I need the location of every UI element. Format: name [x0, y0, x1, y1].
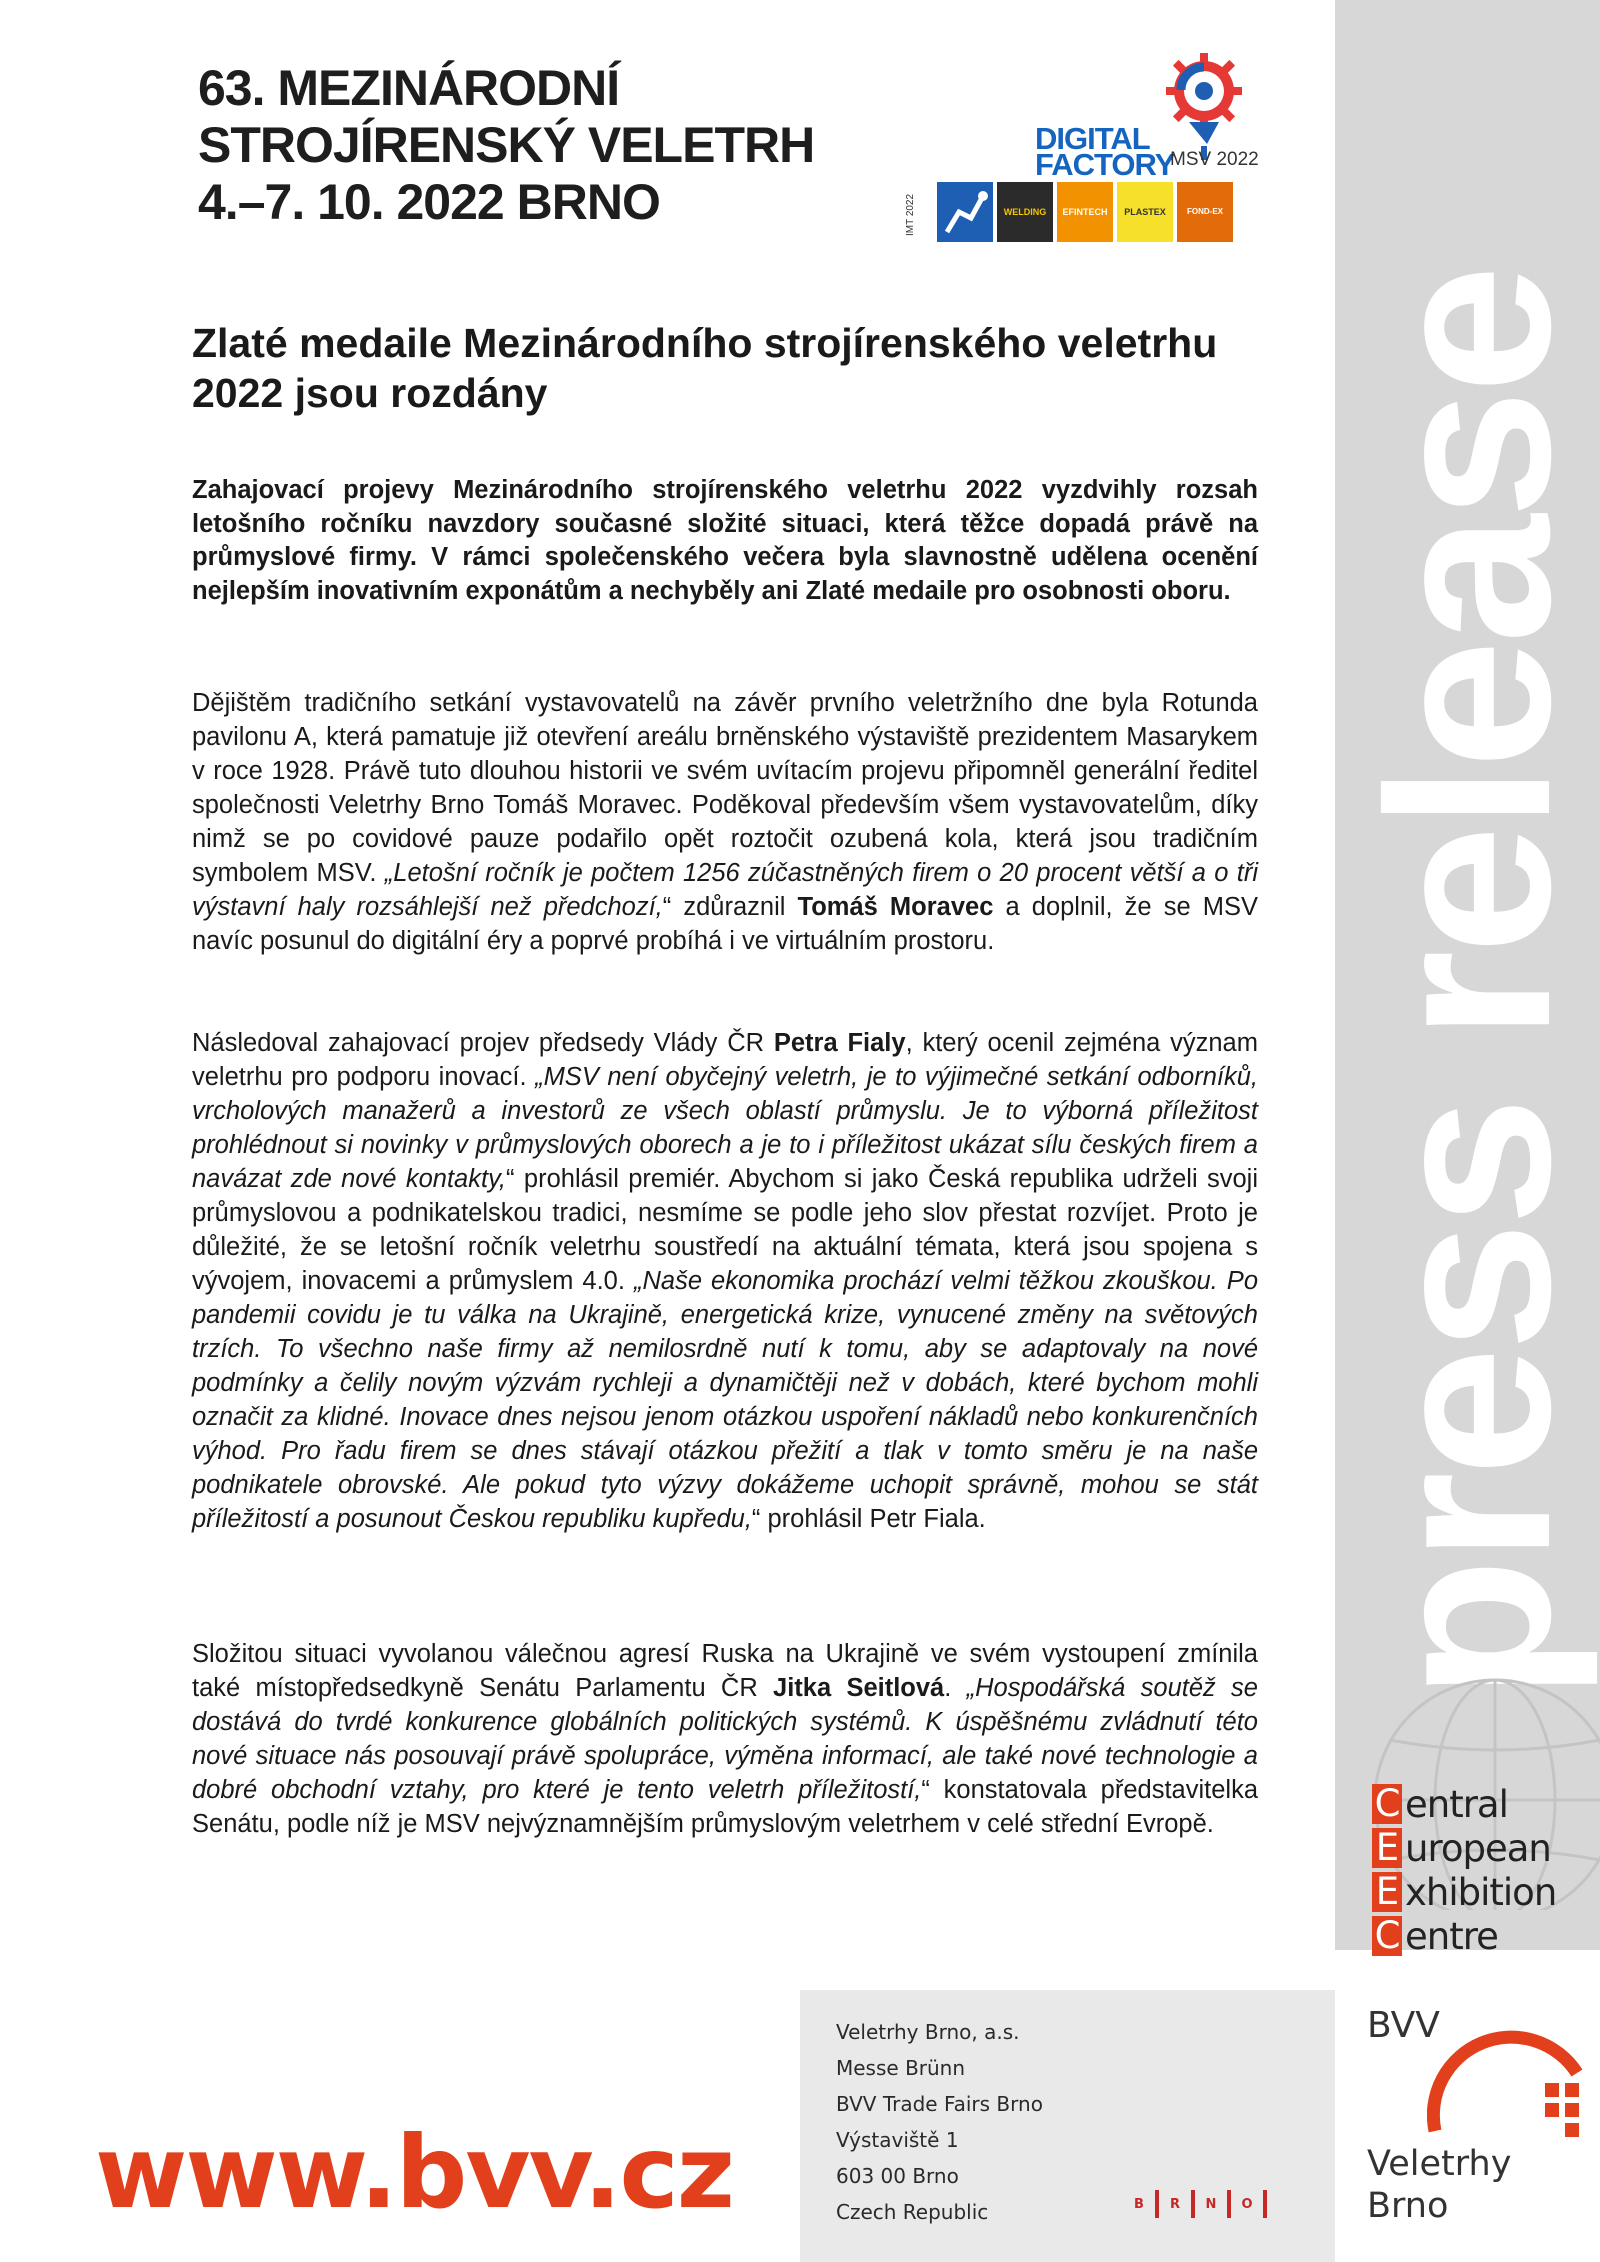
bvv-subtitle-line: Brno: [1367, 2186, 1449, 2226]
person-name: Petra Fialy: [773, 1029, 906, 1057]
article-headline: Zlaté medaile Mezinárodního strojírenského veletrhu 2022 jsou rozdány: [192, 320, 1218, 416]
address-line: Czech Republic: [836, 2200, 989, 2224]
person-name: Tomáš Moravec: [797, 893, 994, 921]
ceec-word: entre: [1405, 1914, 1498, 1958]
quote: „Naše ekonomika prochází velmi těžkou zkouškou. Po pandemii covidu je tu válka na Ukrajině, energetická krize, vynucené změny na světových trzích. To všechno naše firmy až nemilosrdně nutí k tomu, aby se adaptovaly na nové podmínky a čelily novým výzvám rychleji a dynamičtěji než v dobách, které bychom mohli označit za klidné. Inovace dnes nejsou jenom otázkou uspoření nákladů nebo konkurenčních výhod. Pro řadu firem se dnes stávají otázkou přežití a tlak v tomto směru je na naše podnikatele obrovské. Ale pokud tyto výzvy dokážeme uchopit správně, mohou se stát příležitostí a posunout Českou republiku kupředu,: [192, 1267, 1258, 1533]
bvv-name: BVV: [1367, 2005, 1440, 2046]
ceec-letter: E: [1372, 1828, 1402, 1868]
text-run: Následoval zahajovací projev předsedy Vlády ČR: [192, 1029, 774, 1057]
brno-bar: [1155, 2190, 1159, 2218]
bvv-logo: [1367, 2005, 1597, 2255]
ceec-word: entral: [1405, 1782, 1508, 1826]
text-run: “ zdůraznil: [662, 893, 798, 921]
factory-label: FACTORY: [1035, 147, 1175, 182]
brno-bar: [1227, 2190, 1231, 2218]
brno-bar: [1263, 2190, 1267, 2218]
ceec-logo: [1372, 1782, 1597, 1958]
bvv-subtitle: [1367, 2143, 1511, 2227]
msv-year-label: MSV 2022: [1170, 149, 1259, 170]
ceec-line-central: [1372, 1782, 1597, 1826]
article-paragraph: [192, 1026, 1258, 1536]
ceec-word: uropean: [1405, 1826, 1551, 1870]
text-run: Dějištěm tradičního setkání vystavovatelů na závěr prvního veletržního dne byla Rotunda pavilonu A, která pamatuje již otevření areálu brněnského výstaviště prezidentem Masarykem v roce 1928. Právě tuto dlouhou historii ve svém uvítacím projevu připomněl generální ředitel společnosti Veletrhy Brno Tomáš Moravec. Poděkoval především všem vystavovatelům, díky nimž se po covidové pauze podařilo opět roztočit ozubená kola, která jsou tradičním symbolem MSV.: [192, 689, 1258, 887]
ceec-line-centre: [1372, 1914, 1597, 1958]
company-address: [836, 2014, 1043, 2230]
quote: „Hospodářská soutěž se dostává do tvrdé konkurence globálních politických systémů. K úspěšnému zvládnutí této nové situace nás posouvají právě spolupráce, výměna informací, ale také nové technologie a dobré obchodní vztahy, pro které je tento veletrh příležitostí,: [192, 1674, 1258, 1804]
address-line: 603 00 Brno: [836, 2164, 959, 2188]
text-run: “ prohlásil Petr Fiala.: [751, 1505, 986, 1533]
text-run: “ prohlásil premiér. Abychom si jako Česká republika udrželi svoji průmyslovou a podnikatelskou tradici, nesmíme se podle jeho slov přestat rozvíjet. Proto je důležité, že se letošní ročník veletrhu soustředí na aktuální témata, která jsou spojena s vývojem, inovacemi a průmyslem 4.0.: [192, 1165, 1258, 1295]
website-link[interactable]: www.bvv.cz: [95, 2114, 734, 2231]
press-release-vertical-text: press release: [1340, 268, 1599, 1700]
imt-robot-icon: [937, 182, 993, 242]
bvv-subtitle-line: Veletrhy: [1367, 2144, 1512, 2184]
person-name: Jitka Seitlová: [773, 1674, 945, 1702]
welding-tile: WELDING: [997, 182, 1053, 242]
fondex-tile: FOND-EX: [1177, 182, 1233, 242]
address-line: Messe Brünn: [836, 2056, 966, 2080]
digital-factory-label: [1035, 121, 1175, 182]
brno-letter: O: [1241, 2196, 1253, 2212]
ceec-letter: E: [1372, 1872, 1402, 1912]
brno-letter: B: [1134, 2196, 1144, 2212]
fair-title-line: 63. MEZINÁRODNÍ: [198, 60, 620, 116]
article-lead: Zahajovací projevy Mezinárodního strojírenského veletrhu 2022 vyzdvihly rozsah letošního ročníku navzdory současné složité situaci, která těžce dopadá právě na průmyslové firmy. V rámci společenského večera byla slavnostně udělena ocenění nejlepším inovativním exponátům a nechyběly ani Zlaté medaile pro osobnosti oboru.: [192, 476, 1258, 605]
text-run: Složitou situaci vyvolanou válečnou agresí Ruska na Ukrajině ve svém vystoupení zmínila také místopředsedkyně Senátu Parlamentu ČR: [192, 1640, 1258, 1702]
brno-bar: [1191, 2190, 1195, 2218]
text-run: , který ocenil zejména význam veletrhu pro podporu inovací.: [192, 1029, 1258, 1091]
address-line: BVV Trade Fairs Brno: [836, 2092, 1043, 2116]
ceec-line-exhibition: [1372, 1870, 1597, 1914]
brno-city-logo: [1125, 2188, 1269, 2220]
fair-title-line: 4.–7. 10. 2022 BRNO: [198, 174, 660, 230]
fair-title: [198, 60, 898, 231]
text-run: .: [944, 1674, 967, 1702]
ceec-letter: C: [1372, 1784, 1402, 1824]
fair-logos: [905, 50, 1275, 255]
plastex-tile: PLASTEX: [1117, 182, 1173, 242]
digital-label: DIGITAL: [1035, 121, 1150, 156]
imt-tile: [937, 182, 993, 242]
text-run: “ konstatovala představitelka Senátu, podle níž je MSV nejvýznamnějším průmyslovým veletrhem v celé střední Evropě.: [192, 1776, 1258, 1838]
bvv-arc-icon: [1427, 2013, 1587, 2143]
quote: „MSV není obyčejný veletrh, je to výjimečné setkání odborníků, vrcholových manažerů a investorů ze všech oblastí průmyslu. Je to výborná příležitost prohlédnout si novinky v průmyslových oborech a je to i příležitost ukázat sílu českých firem a navázat zde nové kontakty,: [192, 1063, 1258, 1193]
efintech-tile: EFINTECH: [1057, 182, 1113, 242]
article-paragraph: [192, 686, 1258, 958]
address-line: Výstaviště 1: [836, 2128, 959, 2152]
brno-letter: R: [1169, 2196, 1180, 2212]
address-line: Veletrhy Brno, a.s.: [836, 2020, 1020, 2044]
fair-title-line: STROJÍRENSKÝ VELETRH: [198, 117, 815, 173]
imt-label: IMT 2022: [905, 193, 916, 237]
ceec-letter: C: [1372, 1916, 1402, 1956]
quote: „Letošní ročník je počtem 1256 zúčastněných firem o 20 procent větší a o tři výstavní haly rozsáhlejší než předchozí,: [192, 859, 1258, 921]
ceec-word: xhibition: [1405, 1870, 1557, 1914]
text-run: a doplnil, že se MSV navíc posunul do digitální éry a poprvé probíhá i ve virtuálním prostoru.: [192, 893, 1258, 955]
brno-letter: N: [1205, 2196, 1217, 2212]
article-paragraph: [192, 1637, 1258, 1841]
ceec-line-european: [1372, 1826, 1597, 1870]
